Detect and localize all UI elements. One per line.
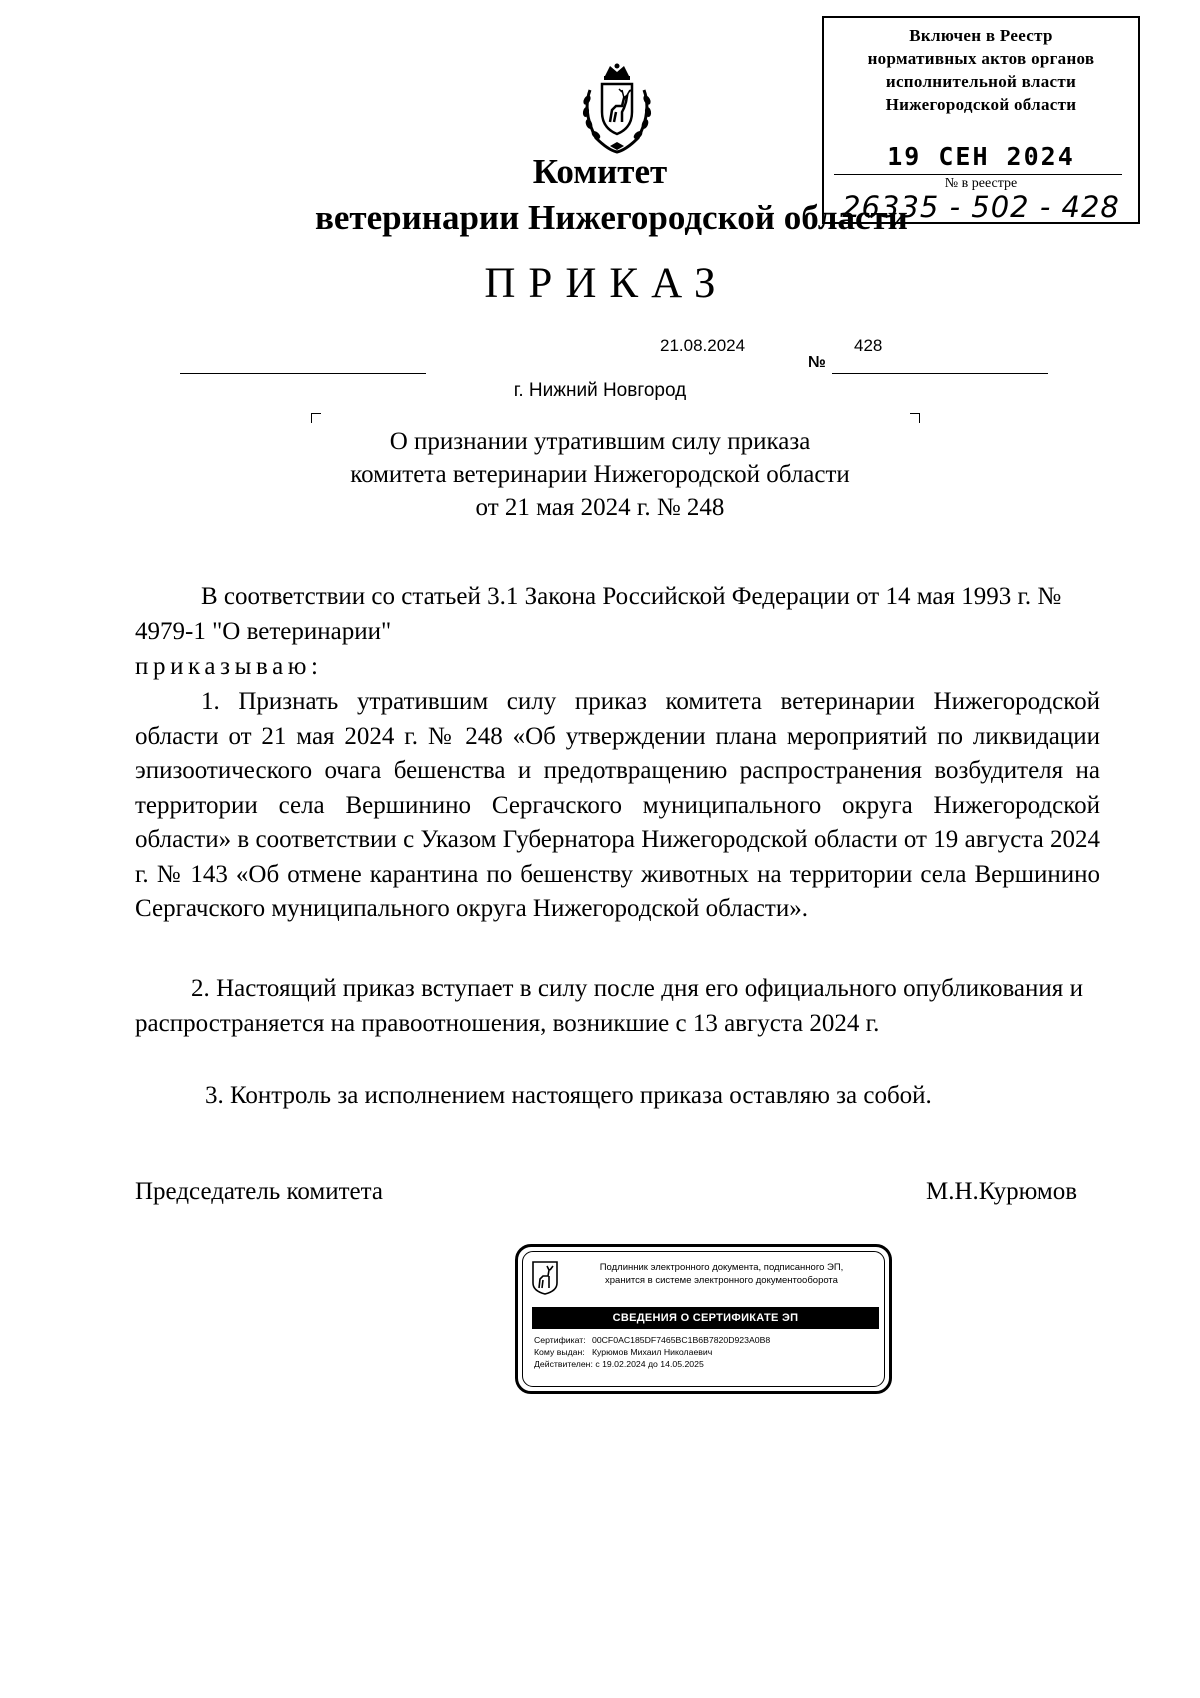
signatory-name: М.Н.Курюмов — [926, 1178, 1078, 1205]
document-city: г. Нижний Новгород — [513, 380, 687, 401]
document-number: 428 — [854, 336, 883, 355]
subject-line: от 21 мая 2024 г. № 248 — [475, 494, 725, 521]
stamp-line: Включен в Реестр — [909, 26, 1053, 45]
esign-validity-label: Действителен: — [534, 1359, 593, 1369]
organization-name-line2: ветеринарии Нижегородской области — [315, 198, 908, 237]
signatory-title: Председатель комитета — [135, 1178, 383, 1205]
esign-owner-label: Кому выдан: — [534, 1347, 585, 1357]
esign-validity-value: с 19.02.2024 до 14.05.2025 — [595, 1359, 704, 1369]
registry-stamp — [822, 16, 1140, 224]
coat-of-arms-icon — [572, 62, 662, 154]
electronic-signature-stamp — [515, 1244, 892, 1394]
subject-line: комитета ветеринарии Нижегородской области — [350, 461, 850, 488]
esign-header-line: Подлинник электронного документа, подписанного ЭП, — [599, 1262, 844, 1273]
esign-certificate-banner: СВЕДЕНИЯ О СЕРТИФИКАТЕ ЭП — [532, 1307, 879, 1329]
esign-owner-value: Курюмов Михаил Николаевич — [592, 1347, 713, 1357]
date-underline — [180, 373, 426, 374]
number-sign: № — [808, 354, 826, 371]
title-bracket-right — [910, 413, 920, 423]
document-subject — [0, 425, 1200, 524]
document-date: 21.08.2024 — [660, 336, 746, 355]
esign-validity-row — [534, 1359, 704, 1369]
stamp-line: Нижегородской области — [885, 95, 1077, 114]
stamp-registry-label: № в реестре — [944, 176, 1018, 191]
stamp-registry-number: 26335 - 502 - 428 — [842, 190, 1120, 224]
stamp-line: нормативных актов органов — [867, 49, 1095, 68]
esign-certificate-value: 00CF0AC185DF7465BC1B6B7820D923A0B8 — [592, 1335, 771, 1345]
stamp-line: исполнительной власти — [885, 72, 1077, 91]
number-underline — [832, 373, 1048, 374]
stamp-date: 19 СЕН 2024 — [887, 142, 1075, 171]
esign-certificate-label: Сертификат: — [534, 1335, 586, 1345]
esign-certificate-row — [534, 1335, 770, 1345]
order-word: приказываю: — [135, 653, 323, 680]
esign-header-line: хранится в системе электронного документооборота — [605, 1275, 838, 1286]
order-item-2: 2. Настоящий приказ вступает в силу после дня его официального опубликования и распространяется на правоотношения, возникшие с 13 августа 2024 г. — [135, 975, 1083, 1037]
order-item-3: 3. Контроль за исполнением настоящего приказа оставляю за собой. — [205, 1082, 932, 1109]
esign-owner-row — [534, 1347, 712, 1357]
preamble-paragraph: В соответствии со статьей 3.1 Закона Российской Федерации от 14 мая 1993 г. № 4979-1 "О ветеринарии" — [135, 583, 1062, 645]
organization-name: Комитет — [532, 152, 668, 191]
title-bracket-left — [311, 413, 321, 423]
deer-emblem-icon — [532, 1261, 558, 1295]
esign-header — [564, 1261, 879, 1287]
document-type-title: ПРИКАЗ — [484, 260, 729, 307]
subject-line: О признании утратившим силу приказа — [389, 428, 811, 455]
order-item-1: 1. Признать утратившим силу приказ комитета ветеринарии Нижегородской области от 21 мая 2024 г. № 248 «Об утверждении плана мероприятий по ликвидации эпизоотического очага бешенства и предотвращению распространения возбудителя на территории села Вершинино Сергачского муниципального округа Нижегородской области» в соответствии с Указом Губернатора Нижегородской области от 19 августа 2024 г. № 143 «Об отмене карантина по бешенству животных на территории села Вершинино Сергачского муниципального округа Нижегородской области». — [135, 688, 1100, 922]
